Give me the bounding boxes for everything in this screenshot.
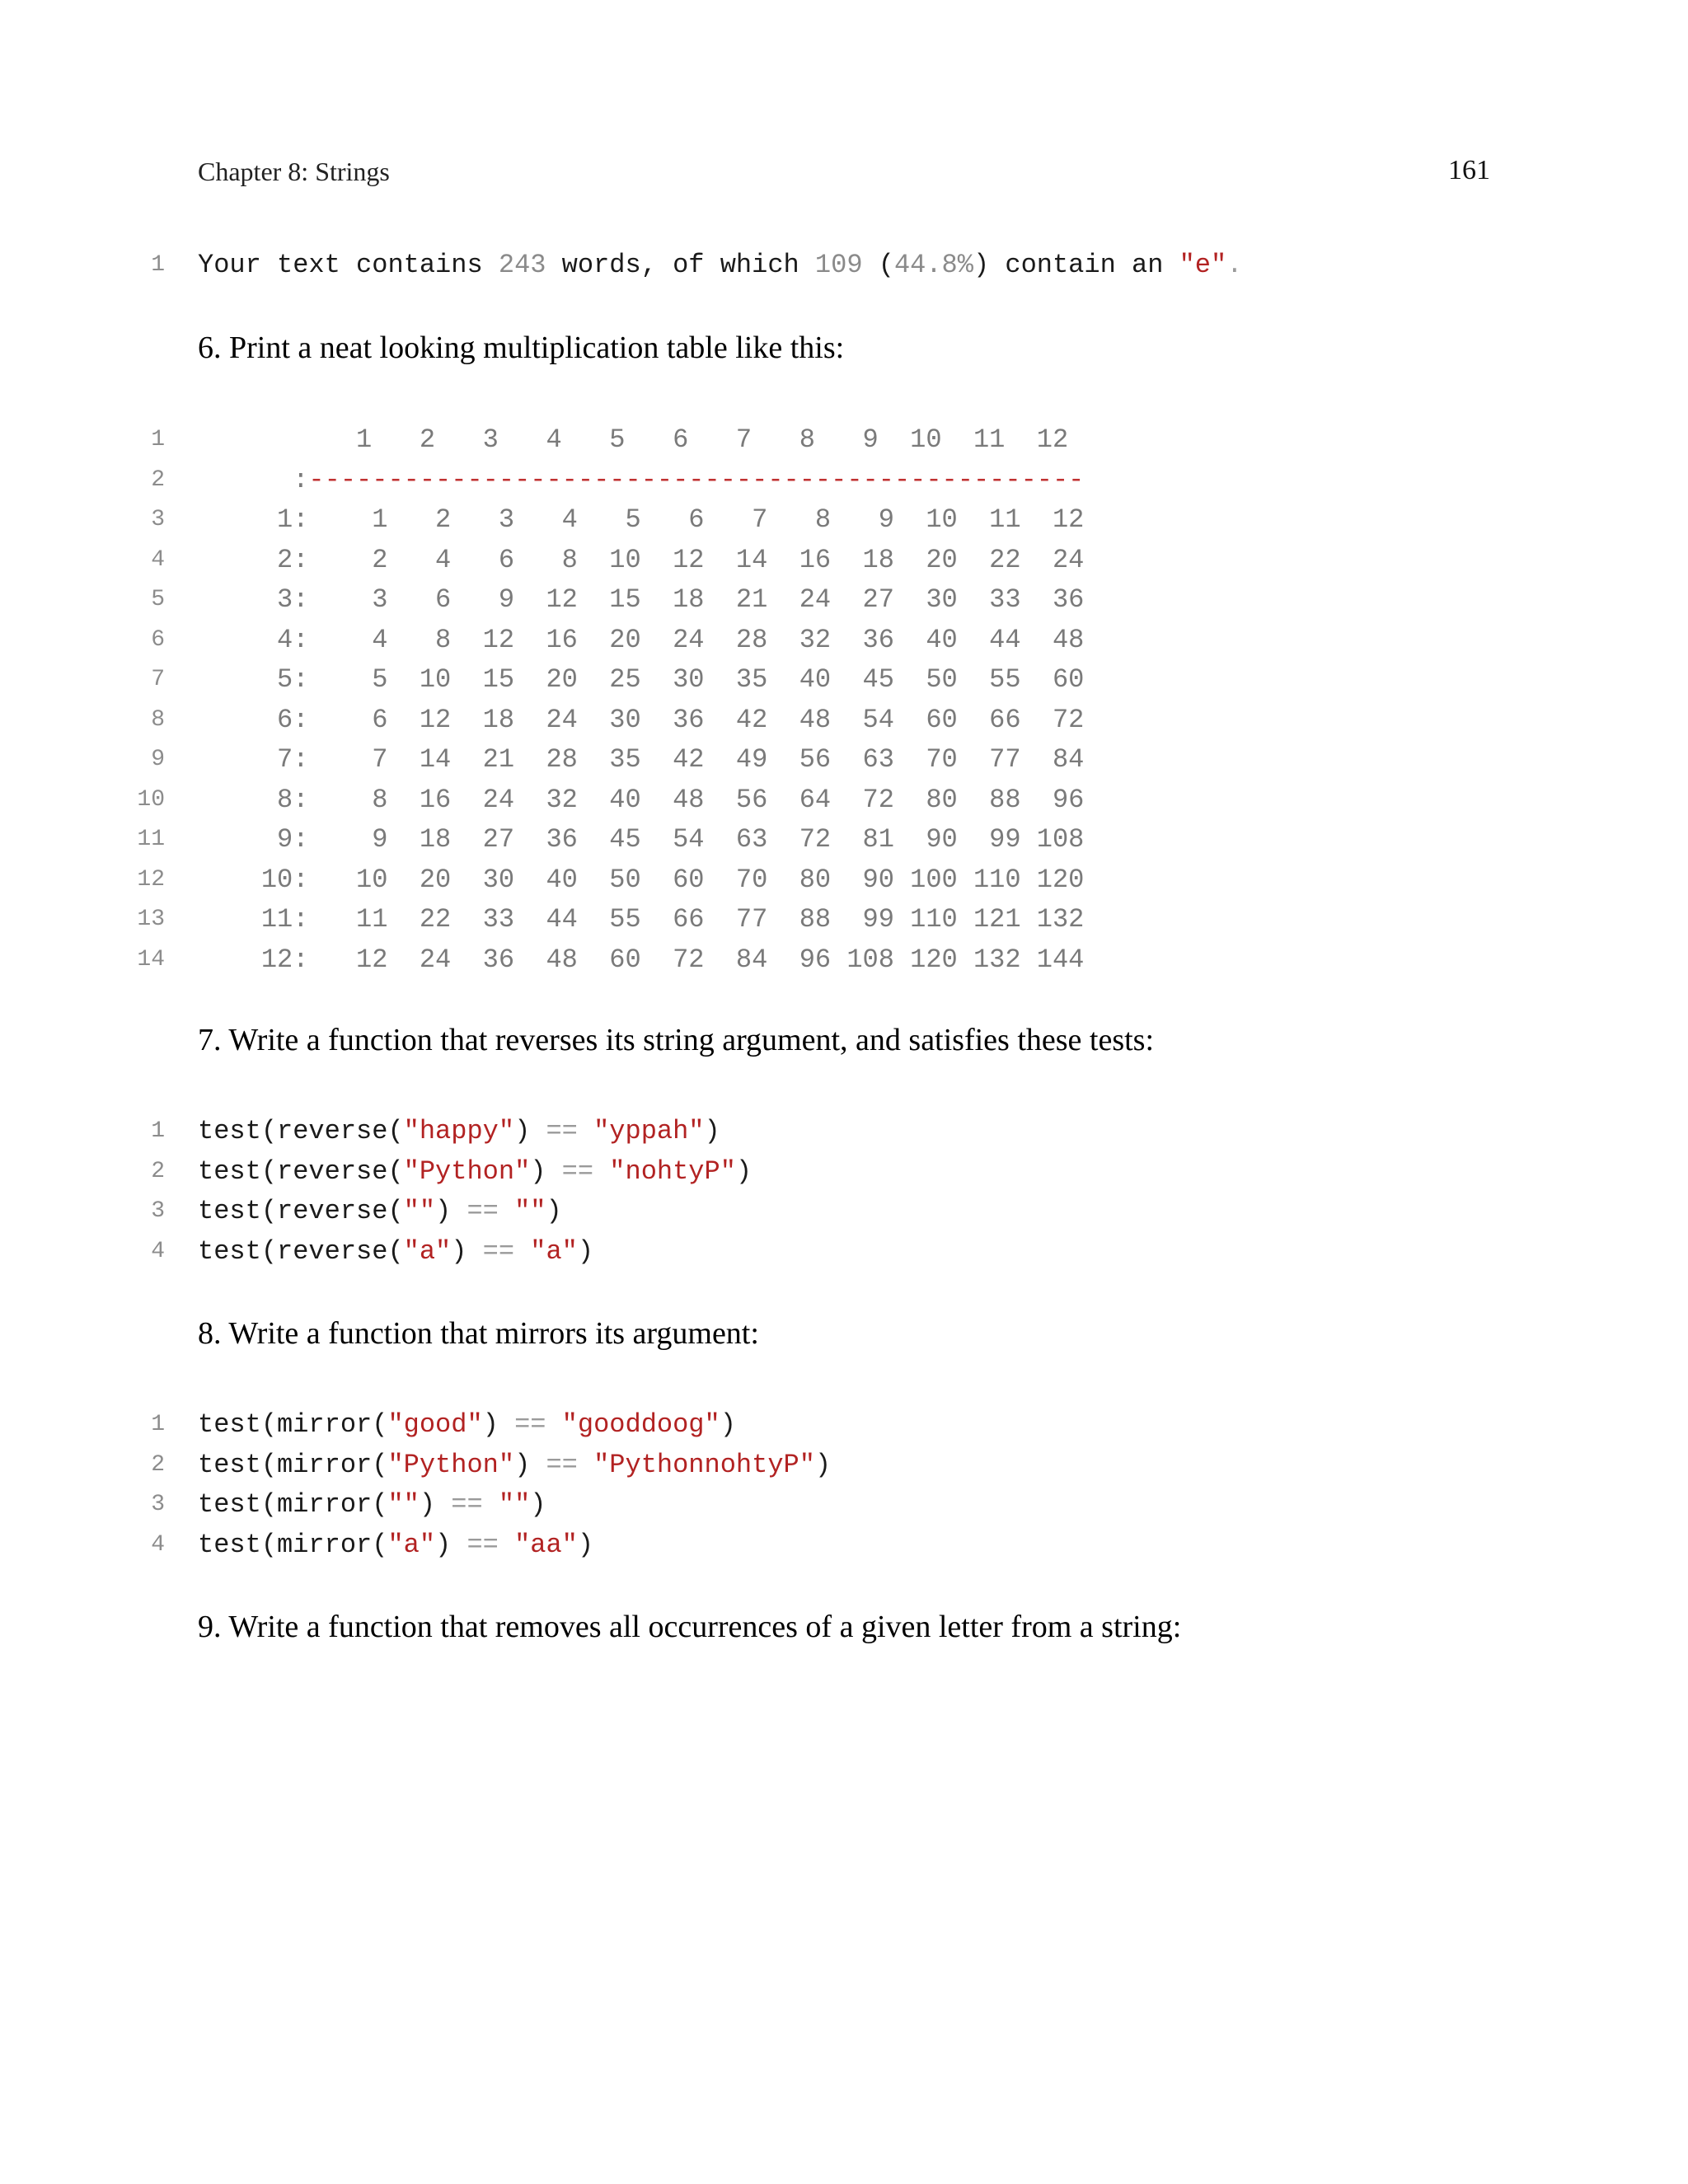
- code-token: test(reverse(: [198, 1155, 404, 1187]
- code-token: 9: 9 18 27 36 45 54 63 72 81 90 99 108: [198, 824, 1085, 855]
- code-token: "a": [387, 1529, 436, 1560]
- code-token: [483, 1489, 499, 1520]
- code-token: "a": [403, 1235, 452, 1267]
- code-token: "gooddoog": [561, 1409, 720, 1440]
- line-number: 2: [151, 1451, 165, 1478]
- code-token: ): [451, 1235, 483, 1267]
- code-token: :: [198, 464, 309, 495]
- code-line: [0, 1152, 1688, 1193]
- code-token: ): [704, 1116, 720, 1146]
- code-text: [198, 541, 1084, 581]
- code-token: "aa": [514, 1529, 578, 1560]
- line-number: 3: [151, 1198, 165, 1224]
- code-token: "a": [530, 1235, 578, 1267]
- code-line: [0, 580, 1688, 621]
- code-token: 6: 6 12 18 24 30 36 42 48 54 60 66 72: [198, 704, 1085, 735]
- code-text: [198, 1405, 736, 1446]
- code-token: ): [530, 1489, 546, 1520]
- code-token: ==: [467, 1196, 499, 1226]
- code-text: [198, 940, 1084, 981]
- code-text: [198, 701, 1084, 741]
- code-line: [0, 820, 1688, 860]
- code-token: [514, 1236, 530, 1267]
- code-token: [593, 1156, 609, 1187]
- running-head: Chapter 8: Strings: [198, 157, 390, 186]
- code-text: [198, 621, 1084, 661]
- code-token: 4: 4 8 12 16 20 24 28 32 36 40 44 48: [198, 624, 1085, 655]
- code-token: test(mirror(: [198, 1409, 388, 1440]
- code-text: [198, 1152, 752, 1193]
- code-token: 3: 3 6 9 12 15 18 21 24 27 30 33 36: [198, 584, 1085, 615]
- line-number: 4: [151, 546, 165, 573]
- code-block-word-count: [0, 246, 1688, 286]
- code-token: "nohtyP": [609, 1155, 736, 1187]
- code-token: ==: [467, 1529, 499, 1560]
- code-text: [198, 740, 1084, 780]
- code-token: "": [498, 1489, 531, 1520]
- code-line: [0, 900, 1688, 940]
- code-token: ): [720, 1409, 736, 1440]
- code-token: "": [387, 1489, 420, 1520]
- code-token: ==: [482, 1235, 515, 1267]
- code-token: ): [530, 1155, 562, 1187]
- code-token: "": [514, 1196, 546, 1226]
- code-token: test(reverse(: [198, 1196, 404, 1226]
- code-text: [198, 1526, 593, 1566]
- code-token: "Python": [403, 1155, 531, 1187]
- code-token: 7: 7 14 21 28 35 42 49 56 63 70 77 84: [198, 744, 1085, 775]
- line-number: 12: [137, 866, 165, 893]
- code-token: test(reverse(: [198, 1235, 404, 1267]
- code-token: 2: 2 4 6 8 10 12 14 16 18 20 22 24: [198, 544, 1085, 575]
- line-number: 10: [137, 786, 165, 813]
- code-token: [546, 1409, 561, 1440]
- code-token: ==: [546, 1116, 578, 1146]
- code-token: test(mirror(: [198, 1489, 388, 1520]
- code-token: ): [435, 1196, 467, 1226]
- code-token: test(mirror(: [198, 1449, 388, 1480]
- code-line: [0, 740, 1688, 780]
- code-token: ) contain an: [973, 250, 1179, 280]
- code-token: test(reverse(: [198, 1116, 404, 1146]
- code-line: [0, 780, 1688, 821]
- code-line: [0, 541, 1688, 581]
- code-token: .: [1226, 250, 1243, 280]
- line-number: 4: [151, 1531, 165, 1558]
- code-token: [499, 1530, 514, 1560]
- code-token: 10: 10 20 30 40 50 60 70 80 90 100 110 120: [198, 864, 1085, 895]
- code-text: [198, 246, 1242, 286]
- code-token: ==: [451, 1489, 483, 1520]
- code-token: (: [862, 250, 894, 280]
- line-number: 1: [151, 1118, 165, 1144]
- code-line: [0, 940, 1688, 981]
- code-line: [0, 1446, 1688, 1486]
- code-text: [198, 820, 1084, 860]
- code-block-mirror-tests: [0, 1405, 1688, 1565]
- code-text: [198, 860, 1084, 901]
- code-text: [198, 1112, 720, 1152]
- code-token: "good": [387, 1409, 483, 1440]
- code-token: ): [814, 1449, 832, 1480]
- code-token: ): [419, 1489, 452, 1520]
- code-token: 1: 1 2 3 4 5 6 7 8 9 10 11 12: [198, 504, 1085, 535]
- line-number: 6: [151, 626, 165, 653]
- code-token: 5: 5 10 15 20 25 30 35 40 45 50 55 60: [198, 664, 1085, 695]
- code-token: "happy": [403, 1116, 515, 1146]
- code-token: ): [735, 1155, 753, 1187]
- code-token: ): [577, 1529, 594, 1560]
- code-token: ): [514, 1116, 546, 1146]
- code-token: Your text contains: [198, 250, 499, 280]
- code-token: 1 2 3 4 5 6 7 8 9 10 11 12: [198, 424, 1069, 455]
- line-number: 1: [151, 1412, 165, 1437]
- code-token: 8: 8 16 24 32 40 48 56 64 72 80 88 96: [198, 784, 1085, 815]
- code-line: [0, 461, 1688, 501]
- code-block-multiplication-table: [0, 420, 1688, 980]
- code-line: [0, 1112, 1688, 1152]
- exercise-9-text: 9. Write a function that removes all occurrences of a given letter from a string:: [198, 1610, 1182, 1644]
- code-token: ): [482, 1409, 515, 1440]
- code-line: [0, 701, 1688, 741]
- code-token: test(mirror(: [198, 1529, 388, 1560]
- code-text: [198, 1446, 831, 1486]
- code-line: [0, 1192, 1688, 1232]
- code-token: ==: [514, 1409, 546, 1440]
- code-token: "e": [1179, 250, 1227, 280]
- code-token: words, of which: [546, 250, 815, 280]
- code-token: ): [514, 1449, 546, 1480]
- code-text: [198, 500, 1084, 541]
- code-text: [198, 580, 1084, 621]
- line-number: 2: [151, 466, 165, 493]
- code-token: 243: [498, 250, 546, 280]
- line-number: 2: [151, 1158, 165, 1184]
- code-token: ==: [546, 1449, 578, 1480]
- code-token: ): [435, 1529, 467, 1560]
- line-number: 11: [137, 827, 165, 852]
- line-number: 3: [151, 507, 165, 532]
- code-text: [198, 1485, 546, 1526]
- exercise-7-text: 7. Write a function that reverses its string argument, and satisfies these tests:: [198, 1023, 1155, 1057]
- code-line: [0, 1526, 1688, 1566]
- line-number: 4: [151, 1238, 165, 1264]
- code-token: 44.8%: [893, 250, 973, 280]
- exercise-6-text: 6. Print a neat looking multiplication table like this:: [198, 330, 845, 365]
- code-token: 109: [814, 250, 863, 280]
- code-token: -------------------------------------------------: [308, 464, 1085, 495]
- code-token: [499, 1196, 514, 1226]
- code-line: [0, 1485, 1688, 1526]
- code-line: [0, 500, 1688, 541]
- exercise-8-text: 8. Write a function that mirrors its argument:: [198, 1316, 759, 1351]
- code-line: [0, 621, 1688, 661]
- code-token: [578, 1116, 593, 1146]
- code-text: [198, 420, 1068, 461]
- line-number: 5: [151, 587, 165, 612]
- code-line: [0, 1232, 1688, 1272]
- code-token: ): [577, 1235, 594, 1267]
- code-token: ==: [561, 1155, 594, 1187]
- code-token: "Python": [387, 1449, 515, 1480]
- code-token: "PythonnohtyP": [593, 1449, 815, 1480]
- line-number: 3: [151, 1492, 165, 1517]
- code-line: [0, 660, 1688, 701]
- line-number: 1: [151, 252, 165, 278]
- line-number: 7: [151, 667, 165, 692]
- code-text: [198, 660, 1084, 701]
- line-number: 8: [151, 706, 165, 733]
- code-text: [198, 1192, 562, 1232]
- line-number: 9: [151, 747, 165, 772]
- code-text: [198, 461, 1084, 501]
- code-line: [0, 420, 1688, 461]
- code-token: 12: 12 24 36 48 60 72 84 96 108 120 132 144: [198, 944, 1085, 975]
- code-text: [198, 900, 1084, 940]
- code-line: [0, 860, 1688, 901]
- code-token: [578, 1450, 593, 1480]
- code-block-reverse-tests: [0, 1112, 1688, 1272]
- code-line: [0, 1405, 1688, 1446]
- line-number: 14: [137, 946, 165, 972]
- page-number: 161: [1448, 155, 1490, 185]
- code-token: ): [546, 1196, 562, 1226]
- code-text: [198, 1232, 593, 1272]
- code-line: [0, 246, 1688, 286]
- code-token: "yppah": [593, 1116, 705, 1146]
- code-token: 11: 11 22 33 44 55 66 77 88 99 110 121 132: [198, 904, 1085, 935]
- line-number: 13: [137, 907, 165, 932]
- code-text: [198, 780, 1084, 821]
- line-number: 1: [151, 427, 165, 452]
- code-token: "": [403, 1196, 436, 1226]
